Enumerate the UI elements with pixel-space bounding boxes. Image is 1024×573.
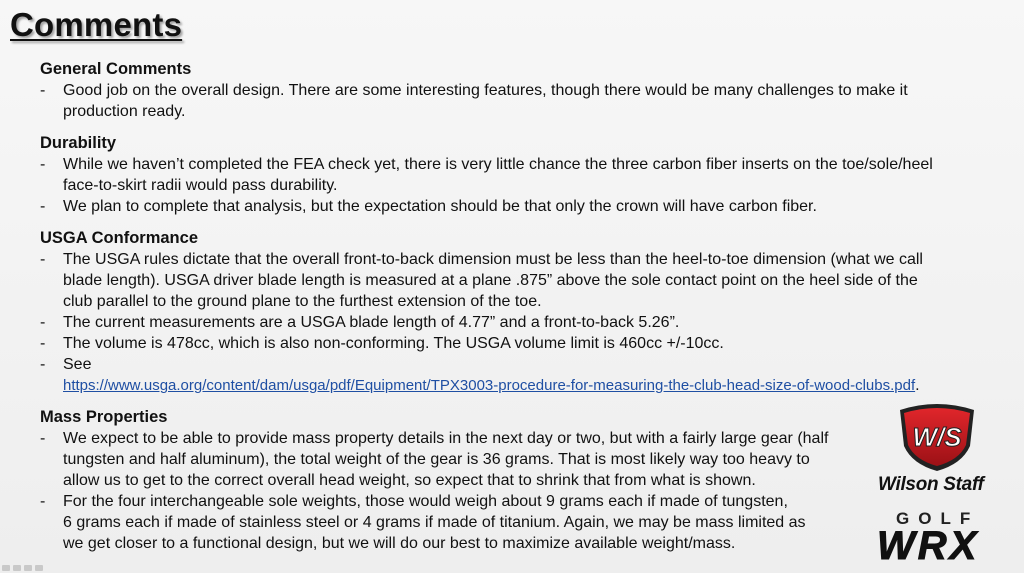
section-durability bbox=[40, 133, 1015, 217]
section-usga-conformance bbox=[40, 228, 1015, 396]
section-heading: USGA Conformance bbox=[40, 229, 198, 247]
bullet-text-line: we get closer to a functional design, but we will do our best to maximize available weight/mass. bbox=[63, 535, 736, 552]
bullet-text-line: The current measurements are a USGA blade length of 4.77” and a front-to-back 5.26”. bbox=[63, 314, 680, 331]
bullet-text-line: club parallel to the ground plane to the furthest extension of the toe. bbox=[63, 293, 542, 310]
wilson-staff-wordmark: Wilson Staff bbox=[878, 474, 984, 495]
bullet-dash: - bbox=[40, 314, 46, 331]
bullet-text-line: The volume is 478cc, which is also non-conforming. The USGA volume limit is 460cc +/-10cc. bbox=[63, 335, 724, 352]
bullet-item bbox=[40, 80, 1015, 122]
bullet-text-line: We expect to be able to provide mass property details in the next day or two, but with a fairly large gear (half bbox=[63, 430, 829, 447]
next-slide-icon[interactable] bbox=[35, 565, 43, 571]
bullet-text-line: See bbox=[63, 356, 92, 373]
wilson-staff-shield-logo bbox=[896, 402, 978, 472]
bullet-text-line: face-to-skirt radii would pass durability. bbox=[63, 177, 338, 194]
section-general-comments bbox=[40, 59, 1015, 122]
bullet-text-line: tungsten and half aluminum), the total weight of the gear is 36 grams. That is most likely way too heavy to bbox=[63, 451, 810, 468]
slide-title: Comments bbox=[10, 6, 183, 43]
bullet-dash: - bbox=[40, 493, 46, 510]
bullet-dash: - bbox=[40, 156, 46, 173]
bullet-dash: - bbox=[40, 430, 46, 447]
bullet-text-line: allow us to get to the correct overall head weight, so expect that to shrink that from what is shown. bbox=[63, 472, 756, 489]
bullet-dash: - bbox=[40, 335, 46, 352]
slide-content bbox=[40, 59, 1015, 554]
bullet-dash: - bbox=[40, 82, 46, 99]
bullet-text-line bbox=[63, 375, 1015, 396]
ws-mark-text: W/S bbox=[912, 422, 962, 452]
section-heading: Mass Properties bbox=[40, 408, 168, 426]
menu-icon[interactable] bbox=[24, 565, 32, 571]
bullet-item bbox=[40, 428, 893, 491]
bullet-dash: - bbox=[40, 198, 46, 215]
bullet-text-line: While we haven’t completed the FEA check yet, there is very little chance the three carbon fiber inserts on the toe/sole/heel bbox=[63, 156, 933, 173]
bullet-text-line: 6 grams each if made of stainless steel or 4 grams if made of titanium. Again, we may be mass limited as bbox=[63, 514, 806, 531]
section-heading: General Comments bbox=[40, 60, 192, 78]
bullet-item bbox=[40, 333, 1015, 354]
link-period: . bbox=[915, 377, 920, 394]
usga-procedure-link[interactable]: https://www.usga.org/content/dam/usga/pdf/Equipment/TPX3003-procedure-for-measuring-the-club-head-size-of-wood-clubs.pdf bbox=[63, 377, 916, 394]
bullet-text-line: We plan to complete that analysis, but the expectation should be that only the crown will have carbon fiber. bbox=[63, 198, 817, 215]
golfwrx-wrx-text: WRX bbox=[877, 524, 980, 568]
bullet-item bbox=[40, 154, 1015, 196]
bullet-dash: - bbox=[40, 356, 46, 373]
slide-nav-controls bbox=[2, 565, 43, 571]
bullet-text-line: production ready. bbox=[63, 103, 186, 120]
bullet-text-line: The USGA rules dictate that the overall front-to-back dimension must be less than the heel-to-toe dimension (what we call bbox=[63, 251, 923, 268]
bullet-dash: - bbox=[40, 251, 46, 268]
bullet-item bbox=[40, 312, 1015, 333]
prev-slide-icon[interactable] bbox=[2, 565, 10, 571]
section-mass-properties bbox=[40, 407, 1015, 554]
golfwrx-golf-text: GOLF bbox=[896, 509, 980, 528]
bullet-text-line: blade length). USGA driver blade length is measured at a plane .875” above the sole contact point on the heel side of the bbox=[63, 272, 918, 289]
bullet-item bbox=[40, 354, 1015, 396]
bullet-item bbox=[40, 249, 1015, 312]
pen-icon[interactable] bbox=[13, 565, 21, 571]
section-heading: Durability bbox=[40, 134, 117, 152]
bullet-item bbox=[40, 491, 893, 554]
bullet-text-line: Good job on the overall design. There are some interesting features, though there would be many challenges to make it bbox=[63, 82, 908, 99]
bullet-text-line: For the four interchangeable sole weights, those would weigh about 9 grams each if made of tungsten, bbox=[63, 493, 788, 510]
bullet-item bbox=[40, 196, 1015, 217]
